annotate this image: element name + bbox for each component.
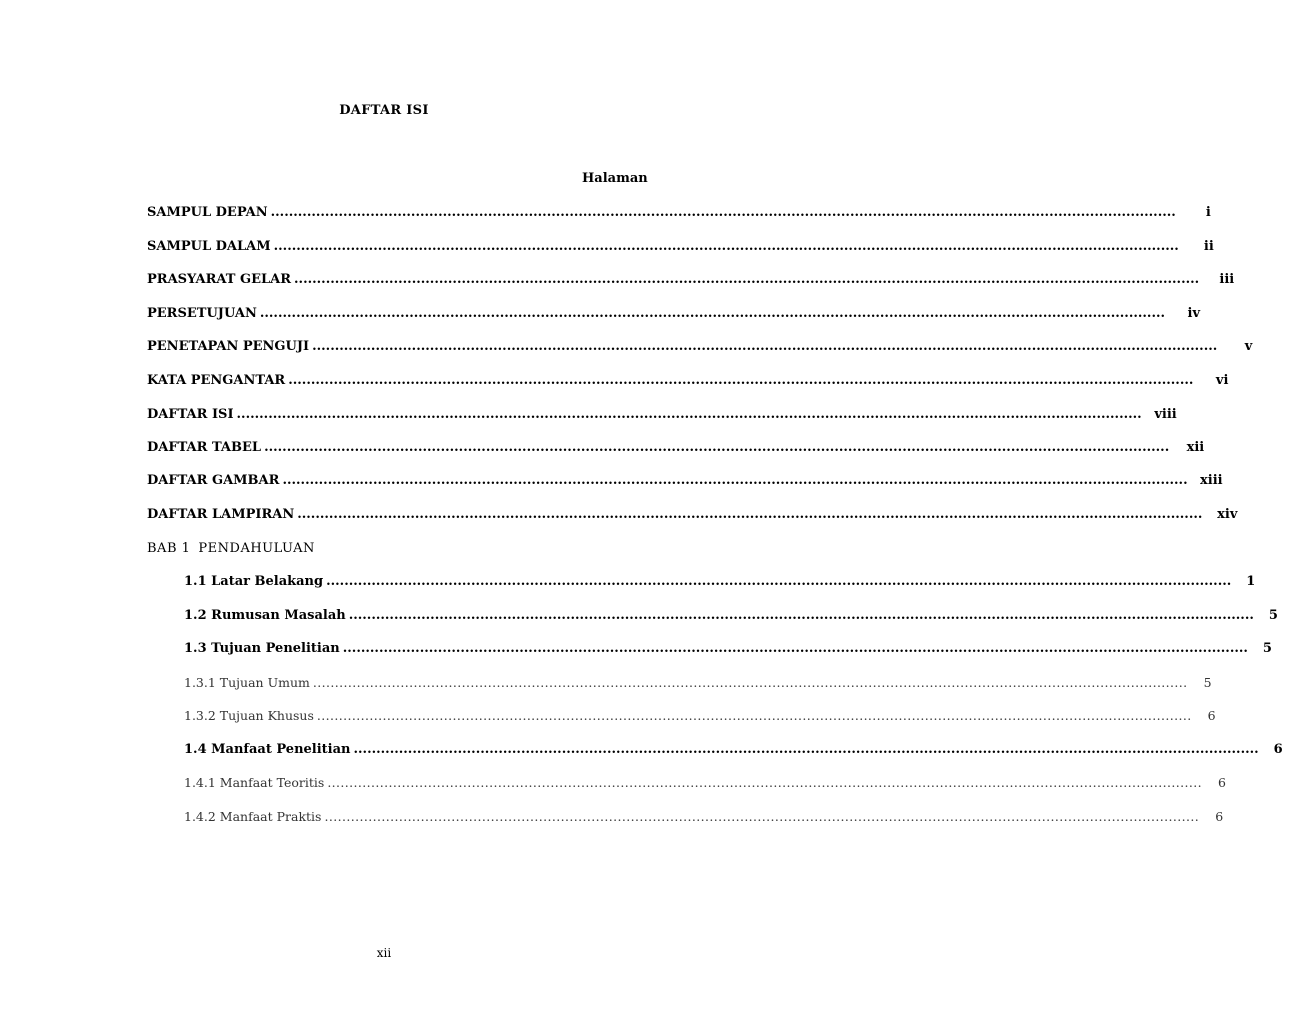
toc-entry-label: DAFTAR GAMBAR [147,473,280,488]
toc-section-page: 5 [1268,608,1278,623]
toc-subsection [184,706,1216,726]
toc-entry-page: xii [1186,440,1205,455]
toc-section [184,639,1272,659]
page-number: xii [376,946,392,960]
leader-dots: ........................................................................................................................................................................................................ [348,608,1254,623]
toc-entry [147,203,1211,223]
leader-dots: ........................................................................................................................................................................................................ [297,507,1203,522]
toc-entry-page: iv [1187,306,1201,321]
toc-section [184,572,1256,592]
page-title: DAFTAR ISI [339,103,429,118]
leader-dots: ........................................................................................................................................................................................................ [326,574,1232,589]
toc-section-label: 1.4 Manfaat Penelitian [184,742,351,757]
toc-section [184,606,1278,626]
toc-subsection-page: 6 [1218,775,1226,790]
toc-entry [147,371,1229,391]
toc-entry-label: SAMPUL DALAM [147,239,271,254]
toc-section-page: 1 [1246,574,1256,589]
leader-dots: ........................................................................................................................................................................................................ [264,440,1170,455]
leader-dots: ........................................................................................................................................................................................................ [282,473,1188,488]
leader-dots: ........................................................................................................................................................................................................ [312,675,1188,690]
toc-entry-label: DAFTAR TABEL [147,440,262,455]
toc-subsection [184,773,1226,793]
toc-subsection-page: 6 [1207,708,1216,723]
leader-dots: ........................................................................................................................................................................................................ [342,641,1248,656]
toc-subsection-label: 1.4.2 Manfaat Praktis [184,809,322,824]
toc-entry-label: SAMPUL DEPAN [147,205,268,220]
toc-section-page: 6 [1273,742,1283,757]
toc-entry-label: PERSETUJUAN [147,306,257,321]
toc-entry [147,304,1201,324]
chapter-heading [147,539,660,559]
leader-dots: ........................................................................................................................................................................................................ [324,809,1200,824]
toc-entry-page: v [1244,339,1253,354]
toc-entry [147,237,1214,257]
toc-subsection-label: 1.4.1 Manfaat Teoritis [184,775,325,790]
leader-dots: ........................................................................................................................................................................................................ [316,708,1192,723]
leader-dots: ........................................................................................................................................................................................................ [312,339,1218,354]
toc-entry [147,270,1235,290]
leader-dots: ........................................................................................................................................................................................................ [273,239,1179,254]
toc-section-page: 5 [1262,641,1272,656]
toc-entry-page: viii [1154,407,1177,422]
toc-entry [147,337,1253,357]
toc-entry-label: DAFTAR LAMPIRAN [147,507,295,522]
toc-entry-page: xiii [1200,473,1223,488]
leader-dots: ........................................................................................................................................................................................................ [294,272,1200,287]
leader-dots: ........................................................................................................................................................................................................ [259,306,1166,321]
toc-section-label: 1.1 Latar Belakang [184,574,324,589]
toc-entry-label: DAFTAR ISI [147,407,234,422]
toc-entry [147,505,1238,525]
toc-subsection [184,673,1212,693]
toc-entry-page: iii [1219,272,1235,287]
toc-entry-label: KATA PENGANTAR [147,373,286,388]
toc-subsection-page: 6 [1215,809,1224,824]
toc-subsection [184,807,1224,827]
toc-subsection-label: 1.3.1 Tujuan Umum [184,675,310,690]
toc-entry [147,471,1223,491]
chapter-title: PENDAHULUAN [198,541,315,556]
toc-entry [147,405,1177,425]
toc-entry-page: i [1205,205,1211,220]
toc-section [184,740,1283,760]
toc-subsection-page: 5 [1203,675,1212,690]
toc-entry-label: PRASYARAT GELAR [147,272,292,287]
toc-subsection-label: 1.3.2 Tujuan Khusus [184,708,314,723]
chapter-number: BAB 1 [147,541,191,556]
page-column-header: Halaman [582,171,648,186]
toc-entry [147,438,1205,458]
toc-section-label: 1.3 Tujuan Penelitian [184,641,340,656]
toc-section-label: 1.2 Rumusan Masalah [184,608,346,623]
toc-entry-page: xiv [1217,507,1238,522]
leader-dots: ........................................................................................................................................................................................................ [353,742,1259,757]
leader-dots: ........................................................................................................................................................................................................ [236,407,1142,422]
leader-dots: ........................................................................................................................................................................................................ [270,205,1176,220]
leader-dots: ........................................................................................................................................................................................................ [288,373,1194,388]
toc-entry-label: PENETAPAN PENGUJI [147,339,310,354]
toc-entry-page: vi [1215,373,1229,388]
toc-entry-page: ii [1203,239,1214,254]
leader-dots: ........................................................................................................................................................................................................ [327,775,1202,790]
